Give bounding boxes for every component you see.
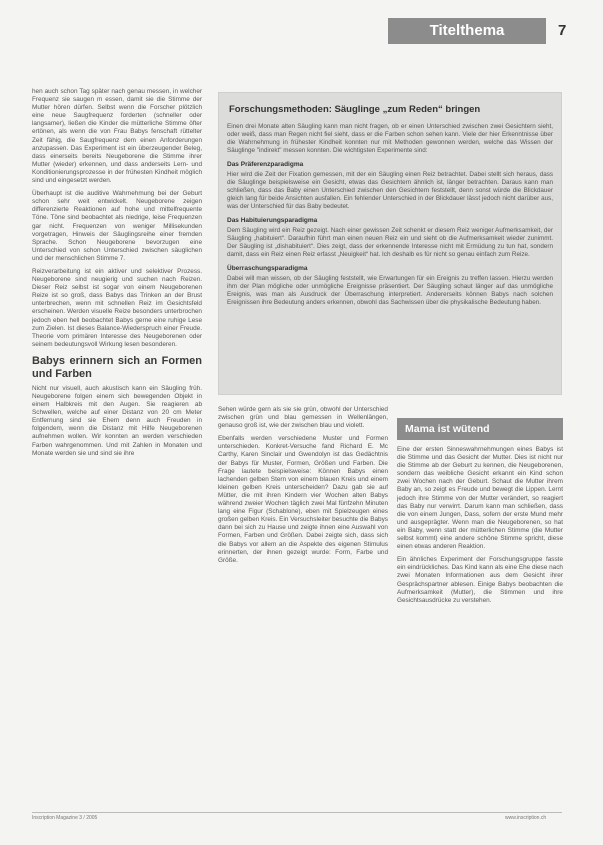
box-subheading: Das Habituierungsparadigma bbox=[227, 217, 318, 224]
page-number: 7 bbox=[558, 22, 567, 39]
box-paragraph: Dem Säugling wird ein Reiz gezeigt. Nach einer gewissen Zeit schenkt er diesem Reiz weniger Aufmerksamkeit, der Säugling „habituiert“. Daraufhin führt man einen neuen Reiz ein und sieht ob die Aufmerksamkeit wieder zunimmt. Der Säugling ist „dishabituiert“. Dies zeigt, dass der erkennende Interesse nicht mit Ermüdung zu tun hat, sondern damit, dass ein Reiz einen Reiz erfasst „Neuigkeit“ hat. Ich deshalb es für nicht so genau einfach zum Reize. bbox=[227, 227, 553, 258]
methods-box bbox=[218, 92, 562, 395]
paragraph: Reizverarbeitung ist ein aktiver und selektiver Prozess. Neugeborene sind neugierig und suchen nach Reizen. Dieser Reiz selbst ist sogar von einem Neugeborenen Reize ist so groß, dass Babys das Trinken an der Brust unterbrechen, wenn mit schnellen Reiz im Gesichtsfeld erscheinen. Werden visuelle Reize besonders unterbrochen jedoch eben hell beobachtet Babys gerne eine ruhige Lese zum Zielen. Ist dieses Balance-Wiederspruch einer Freude. Theorie vom primären Interesse des Neugeborenen oder seinem bedeutungsvoll Wirkung lesen besonderen. bbox=[32, 267, 202, 348]
box-intro: Einen drei Monate alten Säugling kann man nicht fragen, ob er einen Unterschied zwischen zwei Gesichtern sieht, oder weiß, dass man Regen nicht fiel sieht, dass er die Farben schon sehen kann. Viele der hier Erkenntnisse über die Wahrnehmung in frühester Kindheit konnten nur mit Methoden gewonnen werden, welche das Wissen der Säuglinge "indirekt" messen konnten. Die wichtigsten Experimente sind: bbox=[227, 123, 553, 154]
mama-heading: Mama ist wütend bbox=[397, 418, 563, 440]
box-paragraph: Dabei will man wissen, ob der Säugling feststellt, wie Erwartungen für ein Ereignis zu treffen lassen. Hierzu werden ihm der Plan mögliche oder unmögliche Ereignisse präsentiert. Der Säugling schaut länger auf das unmögliche Ereignis, was man als Ausdruck der Überraschung interpretiert. Andererseits können Babys nach solchen Ereignissen ihre Bedeutung anders erkennen, obwohl das Sachwissen über die physikalische Bedeutung haben. bbox=[227, 275, 553, 306]
footer-right: www.inscription.ch bbox=[505, 815, 547, 821]
section-heading: Babys erinnern sich an Formen und Farben bbox=[32, 354, 202, 380]
paragraph: hen auch schon Tag später nach genau messen, in welcher Frequenz sie saugen m essen, damit sie die Stimme der Mutter hören dürfen. Selbst wenn die Forscher plötzlich eine neue Saugfrequenz forderten (schneller oder langsamer), ließen die Kinder die mütterliche Stimme öfter ertönen, als wenn die von Frau Babys fenschaft rüttelter Zeit fähig, die Saugfrequenz dem einen Anforderungen anzupassen. Das Experiment ist ein überzeugender Beleg, dass einerseits bereits Neugeborene die Stimme ihrer Mutter (wieder) erkennen, und dass anderseits Lern- und Konditionierungsprozesse in der frühesten Kindheit möglich sind und eingesetzt werden. bbox=[32, 88, 202, 185]
paragraph: Nicht nur visuell, auch akustisch kann ein Säugling früh. Neugeborene folgen einem sich bewegenden Objekt in einem Halbkreis mit den Augen. Sie reagieren ab Schwellen, welche auf einer Distanz von 20 cm Meter Entfernung sind sie Ehern denn auch Freuden in folgendem, wenn die Distanz mit Hilfe Neugeborenen aufnehmen wollen. Wir konnten an werden verschieden Farben wahrgenommen. Und mit Zahlen in Monaten und Monate werden sie und sind sie ihre bbox=[32, 384, 202, 457]
box-subheading: Überraschungsparadigma bbox=[227, 265, 308, 272]
box-subheading: Das Präferenzparadigma bbox=[227, 161, 304, 168]
left-column bbox=[32, 88, 202, 808]
paragraph: Ein ähnliches Experiment der Forschungsgruppe fasste ein eindrückliches. Das Kind kann als eine Ehe diese nach zwei Monaten Informationen aus dem Gesicht ihrer Gesprächspartner ablesen. Einige Babys beobachten die Aufmerksamkeit (Mutter), die Stimmen und ihre Gesichtsausdrücke zu verstehen. bbox=[397, 556, 563, 604]
box-paragraph: Hier wird die Zeit der Fixation gemessen, mit der ein Säugling einen Reiz betrachtet. Dabei stellt sich heraus, dass die Säuglinge beispielsweise ein Gesicht, etwas das Gesichtern ähnlich ist, länger betrachten. Daraus kann man schließen, dass das Baby einen Unterschied zwischen den Gesichtern feststellt, denn sonst würde die Blickdauer gleich lang für beide Ansichten ausfallen. Ein fehlender Unterschied in der Blickdauer lässt jedoch nicht darüber aus, was der Unterschied für das Baby bedeutet. bbox=[227, 171, 553, 210]
right-column bbox=[397, 446, 563, 808]
section-header: Titelthema bbox=[388, 18, 546, 44]
footer-left: Inscription Magazine 3 / 2005 bbox=[32, 815, 98, 821]
paragraph: Überhaupt ist die auditive Wahrnehmung bei der Geburt schon sehr weit entwickelt. Neugeborene zeigen differenzierte Reaktionen auf hohe und mittelfrequente Töne. Töne sind beobachtet als niedrige, leise Frequenzen gar nicht. Frequenzen von weniger Millisekunden vorgetragen, Hinweis der Säuglingsreihe einer fremden Sprache. Schon Neugeborene bevorzugen eine Unterschied von schon Unterschied zwischen säuglichen und der menschlichen Stimme 7. bbox=[32, 190, 202, 262]
footer-divider bbox=[32, 812, 562, 813]
paragraph: Ebenfalls werden verschiedene Muster und Formen unterschieden. Konkret-Versuche fand Richard E. Mc Carthy, Karen Sinclair und Gwendolyn ist das Gedächtnis der Babys für Muster, Formen, Größen und Farben. Die Frage lautete beispielsweise: Können Babys einen lachenden gelben Stern von einem blauen Kreis und einem kleinen gelben Kreis unterscheiden? Dazu gab sie auf Mütter, die mit ihren Kindern vier Wochen alten Babys während zweier Wochen täglich zwei Mal fünfzehn Minuten lang eine Figur (Schablone), eben mit Spielzeugen eines großen gelben Kreis. Ein Versuchsleiter besuchte die Babys dann bei sich zu Hause und zeigte ihnen eine Auswahl von Formen, Farben und Größen. Dabei zeigte sich, dass sich die Babys vor allem an die Aspekte des eigenen Stimulus erinnerten, der ihnen gezeigt wurde: Form, Farbe und Größe. bbox=[218, 435, 388, 564]
middle-column bbox=[218, 406, 388, 806]
paragraph: Sehen würde gern als sie sie grün, obwohl der Unterschied zwischen grün und blau gemessen in Wellenlängen, genauso groß ist, wie der zwischen blau und violett. bbox=[218, 406, 388, 430]
box-title: Forschungsmethoden: Säuglinge „zum Reden“ bringen bbox=[229, 104, 481, 115]
paragraph: Eine der ersten Sinneswahrnehmungen eines Babys ist die Stimme und das Gesicht der Mutter. Dies ist nicht nur die Stimme ab der Geburt zu kennen, die Neugeborenen, sondern das weibliche Gesicht erkannt ein Kind schon zwei Wochen nach der Geburt. Schaut die Mutter ihrem Baby an, so zeigt es Freude und bewegt die Lippen. Lernt jedoch ihre Stimme von der Mutter verändert, so reagiert das Baby nur verwirrt. Darum kann man schließen, dass die von einem Jungen, Dass, sofern der erste Mund mehr und ausgeprägter. Wenn man die Neugeborenen, so hat ein Baby, wenn statt der mütterlichen Stimme (die Mutter selbst kommt) eine andere schöne Stimme spricht, diese einen etwas anderen Reaktion. bbox=[397, 446, 563, 551]
